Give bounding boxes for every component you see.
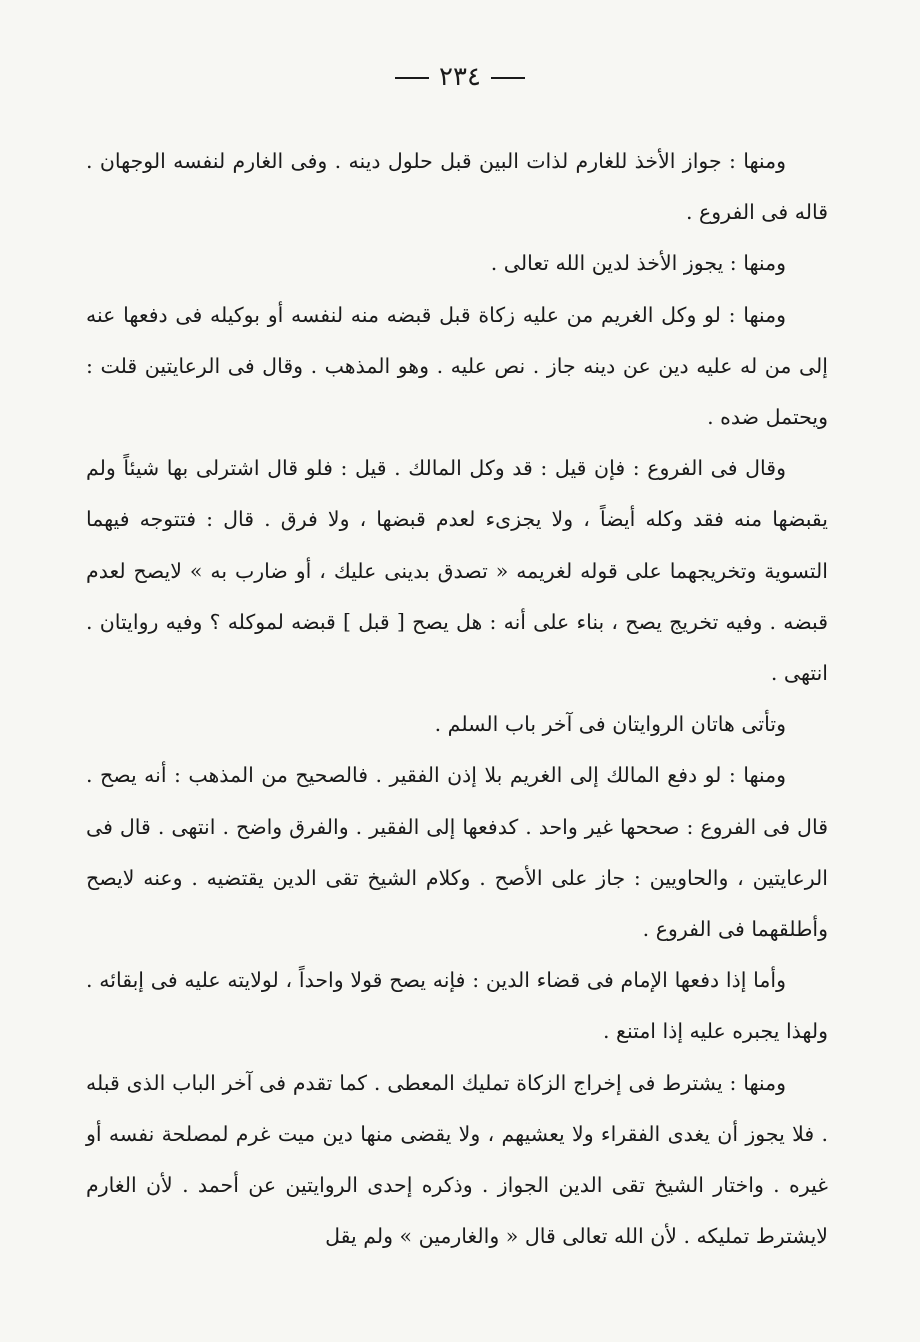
paragraph: ومنها : جواز الأخذ للغارم لذات البين قبل حلول دينه . وفى الغارم لنفسه الوجهان . قاله فى الفروع . (86, 149, 828, 225)
paragraph: ومنها : يجوز الأخذ لدين الله تعالى . (490, 251, 786, 276)
paragraph: ومنها : لو دفع المالك إلى الغريم بلا إذن الفقير . فالصحيح من المذهب : أنه يصح . قال فى الفروع : صححها غير واحد . كدفعها إلى الفقير . والفرق واضح . انتهى . قال فى الرعايتين ، والحاويين : جاز على الأصح . وكلام الشيخ تقى الدين يقتضيه . وعنه لايصح وأطلقهما فى الفروع . (86, 763, 828, 942)
left-dash (491, 77, 525, 79)
right-dash (395, 77, 429, 79)
paragraph: وأما إذا دفعها الإمام فى قضاء الدين : فإنه يصح قولا واحداً ، لولايته عليه فى إبقائه . ولهذا يجبره عليه إذا امتنع . (86, 968, 828, 1044)
paragraph: ومنها : لو وكل الغريم من عليه زكاة قبل قبضه منه لنفسه أو بوكيله فى دفعها عنه إلى من له عليه دين عن دينه جاز . نص عليه . وهو المذهب . وقال فى الرعايتين قلت : ويحتمل ضده . (86, 302, 828, 430)
page-number: ٢٣٤ (439, 62, 481, 92)
body-text (86, 136, 828, 1262)
paragraph: ومنها : يشترط فى إخراج الزكاة تمليك المعطى . كما تقدم فى آخر الباب الذى قبله . فلا يجوز أن يغدى الفقراء ولا يعشيهم ، ولا يقضى منها دين ميت غرم لمصلحة نفسه أو غيره . واختار الشيخ تقى الدين الجواز . وذكره إحدى الروايتين عن أحمد . لأن الغارم لايشترط تمليكه . لأن الله تعالى قال « والغارمين » ولم يقل (86, 1070, 828, 1249)
page-number-header (0, 62, 920, 92)
paragraph: وقال فى الفروع : فإن قيل : قد وكل المالك . قيل : فلو قال اشترلى بها شيئاً ولم يقبضها منه فقد وكله أيضاً ، ولا يجزىء لعدم قبضها ، ولا فرق . قال : فتتوجه فيهما التسوية وتخريجهما على قوله لغريمه « تصدق بدينى عليك ، أو ضارب به » لايصح لعدم قبضه . وفيه تخريج يصح ، بناء على أنه : هل يصح [ قبل ] قبضه لموكله ؟ وفيه روايتان . انتهى . (86, 456, 828, 686)
paragraph: وتأتى هاتان الروايتان فى آخر باب السلم . (434, 712, 786, 737)
